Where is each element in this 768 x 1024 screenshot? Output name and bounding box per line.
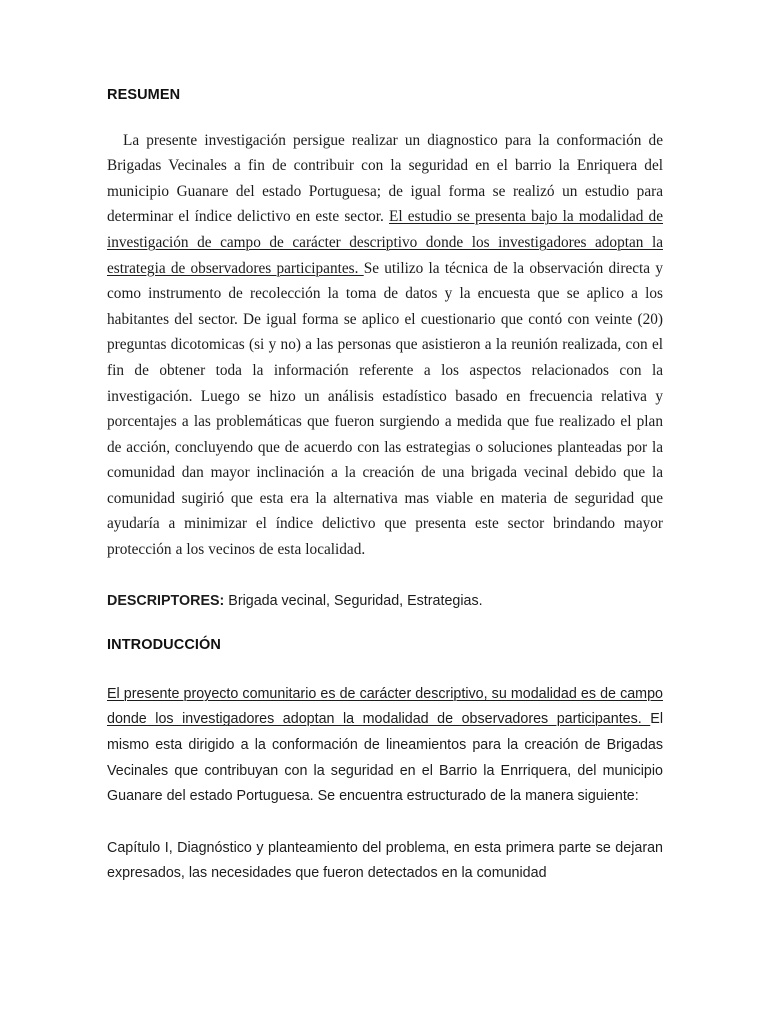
descriptores-line [107,589,663,615]
paragraph-resumen [107,128,663,563]
spacer-before-introduccion [107,614,663,636]
section-heading-resumen: RESUMEN [107,87,181,103]
descriptores-values: Brigada vecinal, Seguridad, Estrategias. [224,592,483,609]
resumen-text-before-underline: La presente investigación persigue realizar un diagnostico para la conformación de Brigadas Vecinales a fin de contribuir con la seguridad en el barrio la Enriquera del municipio Guanare del estado Portuguesa; de igual forma se realizó un estudio para determinar el índice delictivo en este sector. [107,131,663,226]
spacer-after-resumen-heading [107,106,663,128]
descriptores-label: DESCRIPTORES: [107,592,225,609]
document-content [107,86,663,887]
resumen-text-after-underline: Se utilizo la técnica de la observación directa y como instrumento de recolección la toma de datos y la encuesta que se aplico a los habitantes del sector. De igual forma se aplico el cuestionario que contó con veinte (20) preguntas dicotomicas (si y no) a las personas que asistieron a la reunión realizada, con el fin de obtener toda la información referente a los aspectos relacionados con la investigación. Luego se hizo un análisis estadístico basado en frecuencia relativa y porcentajes a las problemáticas que fueron surgiendo a medida que fue realizado el plan de acción, concluyendo que de acuerdo con las estrategias o soluciones planteadas por la comunidad dan mayor inclinación a la creación de una brigada vecinal debido que la comunidad sugirió que esta era la alternativa mas viable en materia de seguridad que ayudaría a minimizar el índice delictivo que presenta este sector brindando mayor protección a los vecinos de esta localidad. [107,259,663,559]
spacer-before-descriptores [107,563,663,589]
paragraph-introduccion-1 [107,682,663,810]
spacer-after-introduccion-heading [107,656,663,682]
introduccion-text-underlined: El presente proyecto comunitario es de carácter descriptivo, su modalidad es de campo donde los investigadores adoptan la modalidad de observadores participantes. [107,685,663,728]
introduccion-text-rest: El mismo esta dirigido a la conformación de lineamientos para la creación de Brigadas Vecinales que contribuyan con la seguridad en el Barrio la Enrriquera, del municipio Guanare del estado Portuguesa. Se encuentra estructurado de la manera siguiente: [107,711,663,805]
paragraph-introduccion-2: Capítulo I, Diagnóstico y planteamiento del problema, en esta primera parte se dejaran expresados, las necesidades que fueron detectados en la comunidad [107,839,663,882]
resumen-text-underlined: El estudio se presenta bajo la modalidad de investigación de campo de carácter descriptivo donde los investigadores adoptan la estrategia de observadores participantes. [107,208,663,277]
section-heading-introduccion: INTRODUCCIÓN [107,637,221,654]
spacer-before-capitulo [107,810,663,836]
